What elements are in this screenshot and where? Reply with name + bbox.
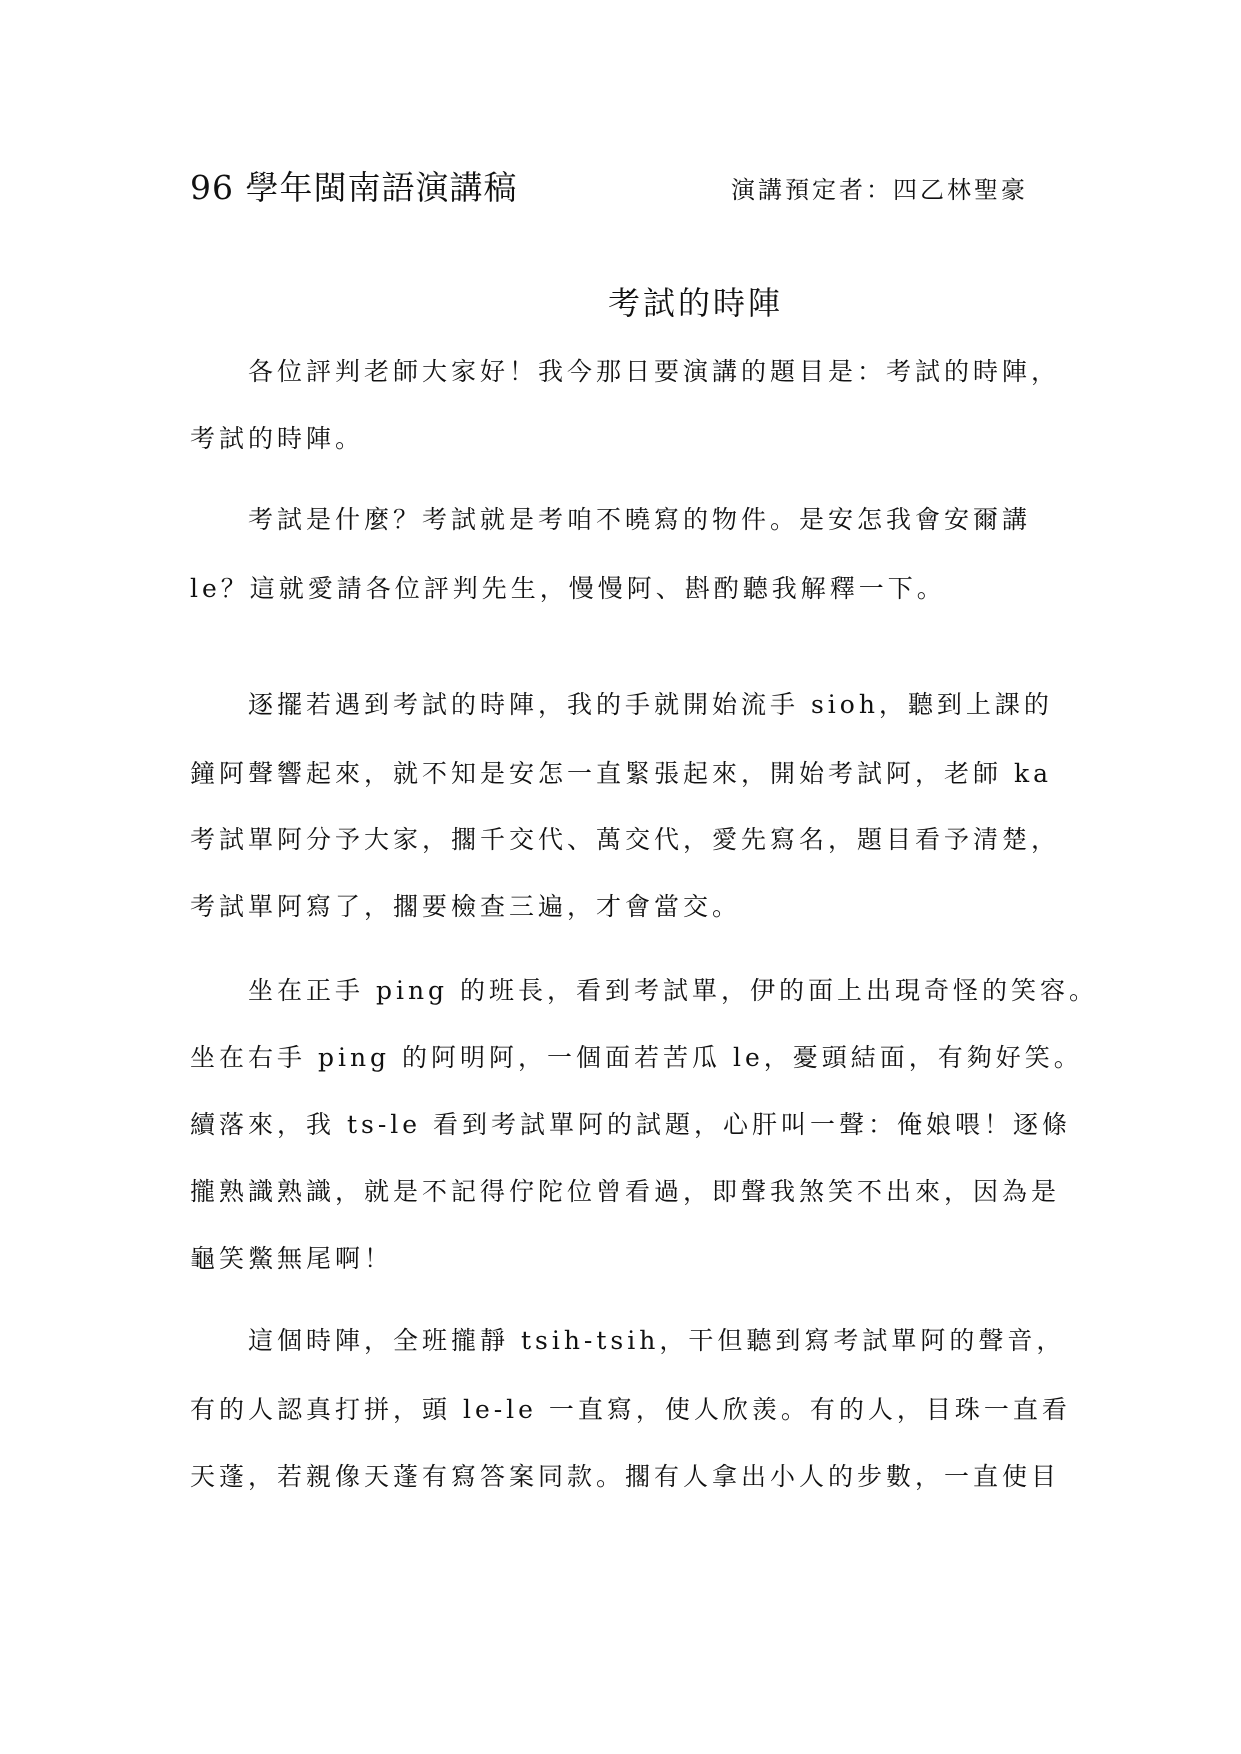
body-line: 考試單阿寫了，擱要檢查三遍，才會當交。 — [190, 892, 742, 921]
body-line: 這個時陣，全班攏靜 tsih-tsih，干但聽到寫考試單阿的聲音， — [248, 1326, 1066, 1355]
body-line: 龜笑鱉無尾啊！ — [190, 1244, 394, 1273]
body-line: 坐在正手 ping 的班長，看到考試單，伊的面上出現奇怪的笑容。 — [248, 976, 1098, 1005]
body-line: le？這就愛請各位評判先生，慢慢阿、斟酌聽我解釋一下。 — [190, 574, 946, 603]
body-line: 續落來，我 ts-le 看到考試單阿的試題，心肝叫一聲：俺娘喂！逐條 — [190, 1110, 1072, 1139]
speaker-name: 演講預定者：四乙林聖豪 — [731, 176, 1028, 204]
body-line: 天蓬，若親像天蓬有寫答案同款。擱有人拿出小人的步數，一直使目 — [190, 1462, 1061, 1491]
document-header — [190, 162, 1050, 212]
body-line: 考試是什麼？考試就是考咱不曉寫的物件。是安怎我會安爾講 — [248, 505, 1032, 534]
body-line: 各位評判老師大家好！我今那日要演講的題目是：考試的時陣， — [248, 357, 1061, 386]
body-line: 坐在右手 ping 的阿明阿，一個面若苦瓜 le，憂頭結面，有夠好笑。 — [190, 1043, 1083, 1072]
document-title: 96 學年閩南語演講稿 — [190, 168, 518, 207]
body-line: 逐擺若遇到考試的時陣，我的手就開始流手 sioh，聽到上課的 — [248, 690, 1053, 719]
body-line: 考試的時陣。 — [190, 424, 365, 453]
body-line: 考試單阿分予大家，擱千交代、萬交代，愛先寫名，題目看予清楚， — [190, 825, 1061, 854]
body-line: 鐘阿聲響起來，就不知是安怎一直緊張起來，開始考試阿，老師 ka — [190, 759, 1053, 788]
speech-title: 考試的時陣 — [607, 284, 783, 322]
body-line: 攏熟識熟識，就是不記得佇陀位曾看過，即聲我煞笑不出來，因為是 — [190, 1177, 1061, 1206]
body-line: 有的人認真打拼，頭 le-le 一直寫，使人欣羡。有的人，目珠一直看 — [190, 1395, 1071, 1424]
